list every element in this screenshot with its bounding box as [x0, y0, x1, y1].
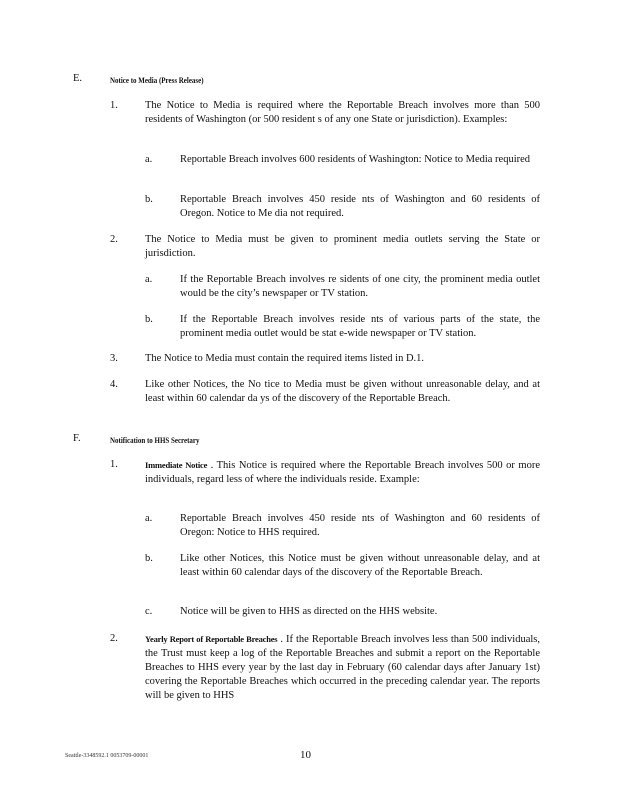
subitem-e1b-text: Reportable Breach involves 450 reside nts of Washington and 60 residents of Oregon. Notice to Me dia not required. [180, 194, 540, 219]
subitem-e1b-letter: b. [145, 194, 153, 205]
subitem-e2a-text: If the Reportable Breach involves re sidents of one city, the prominent media outlet would be the city’s newspaper or TV station. [180, 274, 540, 299]
subitem-e1a-text: Reportable Breach involves 600 residents of Washington: Notice to Media required [180, 154, 531, 165]
item-e4-text: Like other Notices, the No tice to Media must be given without unreasonable delay, and at least within 60 calendar da ys of the discovery of the Reportable Breach. [145, 379, 540, 404]
subitem-e2a-letter: a. [145, 274, 153, 285]
item-e2-number: 2. [110, 234, 118, 245]
item-f1-text: . This Notice is required where the Reportable Breach involves 500 or more individuals, regard less of where the individuals reside. Example: [145, 460, 540, 485]
item-f2-heading: Yearly Report of Reportable Breaches [145, 634, 278, 644]
item-e3-number: 3. [110, 353, 118, 364]
item-f2-text: . If the Reportable Breach involves less than 500 individuals, the Trust must keep a log of the Reportable Breaches and submit a report on the Reportable Breaches to HHS every year by the last day in February (60 calendar days after January 1st) covering the Reportable Breaches which occurred in the preceding calendar year. The reports will be given to HHS [145, 634, 540, 701]
item-f1-number: 1. [110, 459, 118, 470]
item-f2-paragraph [145, 632, 540, 703]
section-e-letter: E. [73, 73, 83, 84]
item-f2-number: 2. [110, 633, 118, 644]
section-e-title: Notice to Media (Press Release) [110, 75, 204, 85]
subitem-f1a-letter: a. [145, 513, 153, 524]
subitem-e2b-text: If the Reportable Breach involves reside nts of various parts of the state, the prominent media outlet would be stat e-wide newspaper or TV station. [180, 314, 540, 339]
subitem-e2b-letter: b. [145, 314, 153, 325]
item-e3-text: The Notice to Media must contain the required items listed in D.1. [145, 353, 425, 364]
section-f-title: Notification to HHS Secretary [110, 435, 200, 445]
item-f1-heading: Immediate Notice [145, 460, 208, 470]
subitem-f1c-letter: c. [145, 606, 153, 617]
item-e1-text: The Notice to Media is required where the Reportable Breach involves more than 500 residents of Washington (or 500 resident s of any one State or jurisdiction). Examples: [145, 100, 540, 125]
subitem-e1a-letter: a. [145, 154, 153, 165]
item-f1-paragraph [145, 458, 540, 487]
subitem-f1c-text: Notice will be given to HHS as directed on the HHS website. [180, 606, 438, 617]
item-e4-number: 4. [110, 379, 118, 390]
footer-document-id: Seattle-3348592.1 0053709-00001 [65, 753, 149, 759]
item-e2-text: The Notice to Media must be given to prominent media outlets serving the State or jurisdiction. [145, 234, 540, 259]
subitem-f1a-text: Reportable Breach involves 450 reside nts of Washington and 60 residents of Oregon: Notice to HHS required. [180, 513, 540, 538]
item-e1-number: 1. [110, 100, 118, 111]
section-f-letter: F. [73, 433, 81, 444]
subitem-f1b-letter: b. [145, 553, 153, 564]
subitem-f1b-text: Like other Notices, this Notice must be given without unreasonable delay, and at least within 60 calendar days of the discovery of the Reportable Breach. [180, 553, 540, 578]
page-number: 10 [300, 749, 311, 761]
